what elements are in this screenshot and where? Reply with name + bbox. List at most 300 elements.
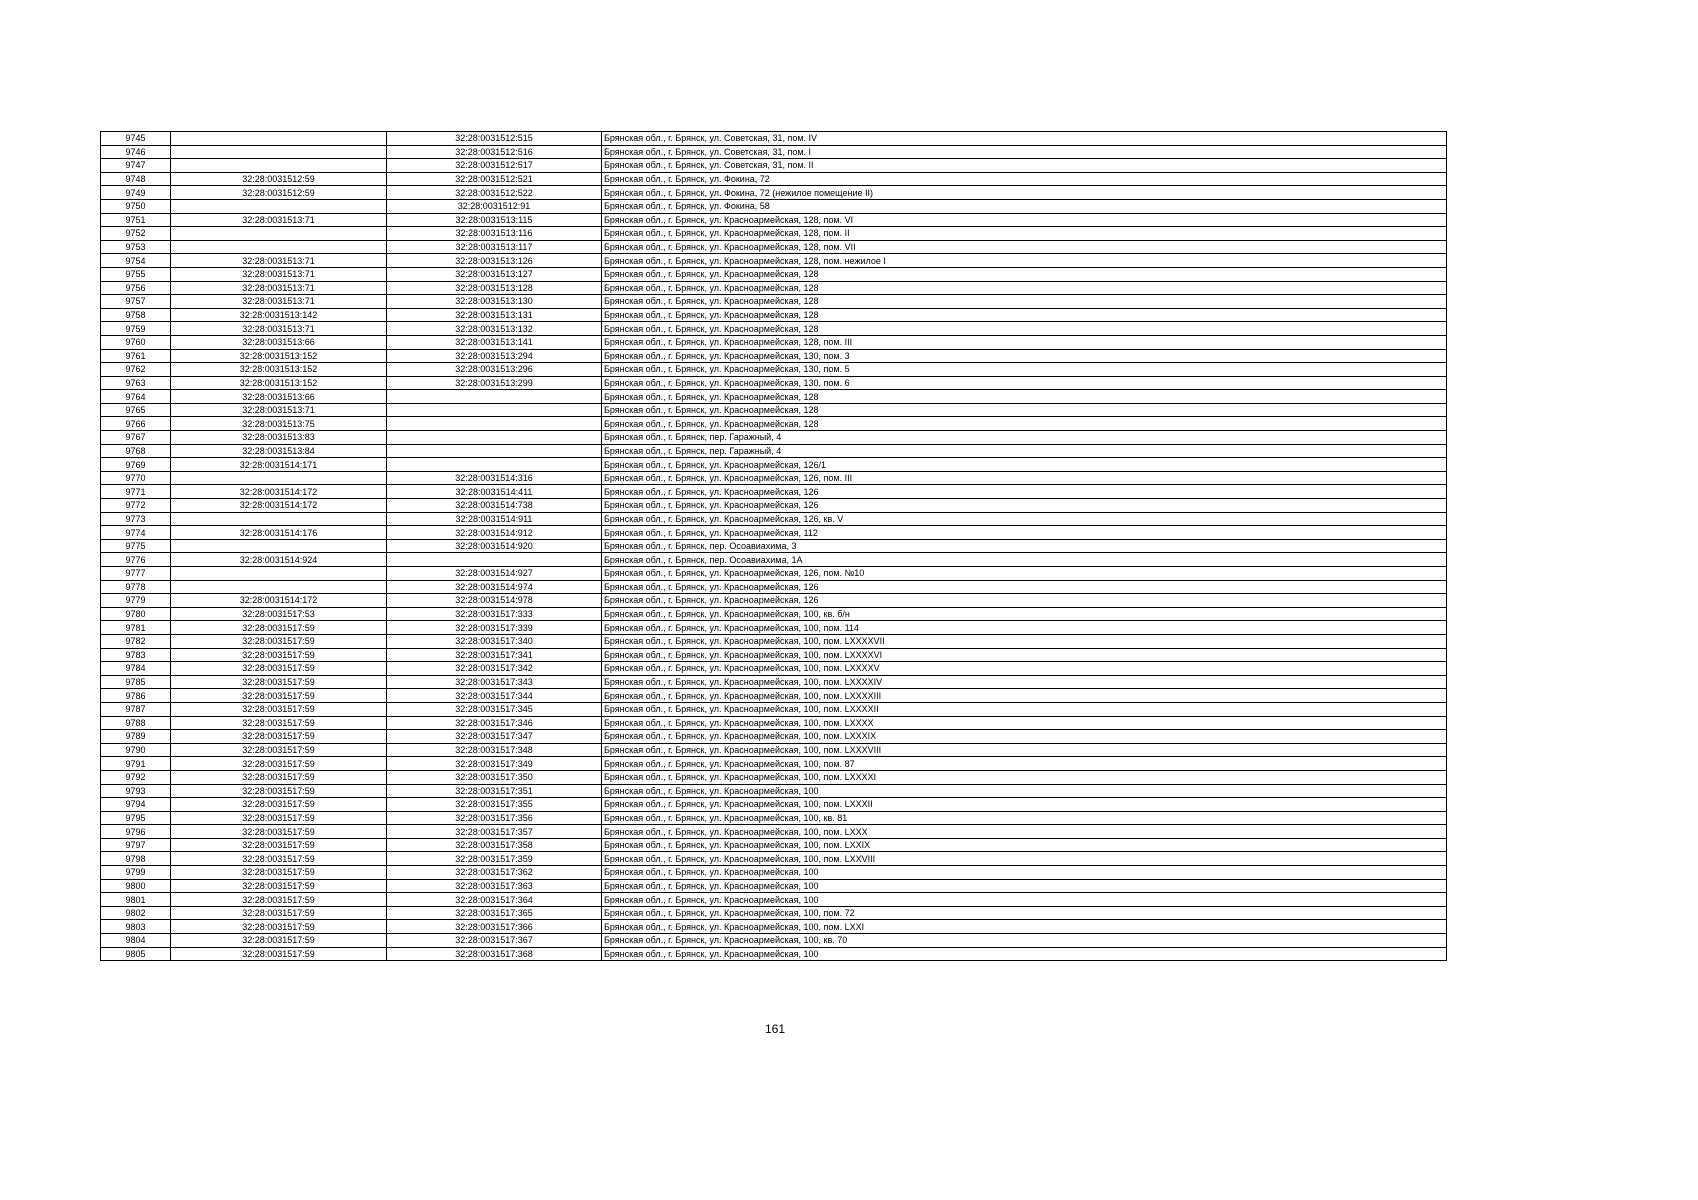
row-number-cell: 9774 xyxy=(101,526,171,540)
row-number-cell: 9745 xyxy=(101,132,171,146)
table-row xyxy=(101,716,1447,730)
cadastral-number-cell: 32:28:0031517:346 xyxy=(387,716,602,730)
parent-cadastral-cell xyxy=(171,199,387,213)
row-number-cell: 9766 xyxy=(101,417,171,431)
table-row xyxy=(101,607,1447,621)
cadastral-number-cell: 32:28:0031517:365 xyxy=(387,906,602,920)
parent-cadastral-cell: 32:28:0031517:59 xyxy=(171,866,387,880)
row-number-cell: 9759 xyxy=(101,322,171,336)
parent-cadastral-cell xyxy=(171,539,387,553)
row-number-cell: 9794 xyxy=(101,798,171,812)
cadastral-number-cell xyxy=(387,403,602,417)
cadastral-number-cell: 32:28:0031517:343 xyxy=(387,675,602,689)
table-row xyxy=(101,539,1447,553)
parent-cadastral-cell: 32:28:0031513:152 xyxy=(171,376,387,390)
table-row xyxy=(101,838,1447,852)
address-cell: Брянская обл., г. Брянск, ул. Красноармейская, 128 xyxy=(602,308,1447,322)
address-cell: Брянская обл., г. Брянск, ул. Красноармейская, 128 xyxy=(602,403,1447,417)
parent-cadastral-cell: 32:28:0031517:59 xyxy=(171,621,387,635)
row-number-cell: 9802 xyxy=(101,906,171,920)
address-cell: Брянская обл., г. Брянск, ул. Красноармейская, 100, пом. LXXXXVII xyxy=(602,634,1447,648)
cadastral-number-cell xyxy=(387,553,602,567)
address-cell: Брянская обл., г. Брянск, ул. Фокина, 72 (нежилое помещение II) xyxy=(602,186,1447,200)
table-row xyxy=(101,621,1447,635)
address-cell: Брянская обл., г. Брянск, ул. Советская, 31, пом. II xyxy=(602,159,1447,173)
address-cell: Брянская обл., г. Брянск, ул. Красноармейская, 100, пом. 87 xyxy=(602,757,1447,771)
cadastral-number-cell: 32:28:0031513:116 xyxy=(387,227,602,241)
cadastral-number-cell xyxy=(387,444,602,458)
page-number: 161 xyxy=(764,1022,786,1036)
cadastral-number-cell: 32:28:0031517:348 xyxy=(387,743,602,757)
table-row xyxy=(101,431,1447,445)
cadastral-number-cell: 32:28:0031513:117 xyxy=(387,240,602,254)
parent-cadastral-cell: 32:28:0031517:59 xyxy=(171,825,387,839)
parent-cadastral-cell: 32:28:0031513:152 xyxy=(171,349,387,363)
parent-cadastral-cell: 32:28:0031517:59 xyxy=(171,648,387,662)
table-row xyxy=(101,526,1447,540)
parent-cadastral-cell: 32:28:0031517:59 xyxy=(171,947,387,961)
row-number-cell: 9758 xyxy=(101,308,171,322)
parent-cadastral-cell: 32:28:0031517:59 xyxy=(171,893,387,907)
row-number-cell: 9790 xyxy=(101,743,171,757)
cadastral-number-cell: 32:28:0031517:333 xyxy=(387,607,602,621)
address-cell: Брянская обл., г. Брянск, ул. Красноармейская, 100, пом. LXXIX xyxy=(602,838,1447,852)
row-number-cell: 9747 xyxy=(101,159,171,173)
cadastral-number-cell: 32:28:0031517:347 xyxy=(387,730,602,744)
parent-cadastral-cell: 32:28:0031513:152 xyxy=(171,363,387,377)
table-row xyxy=(101,567,1447,581)
address-cell: Брянская обл., г. Брянск, ул. Красноармейская, 128, пом. II xyxy=(602,227,1447,241)
parent-cadastral-cell: 32:28:0031517:59 xyxy=(171,784,387,798)
cadastral-number-cell: 32:28:0031513:127 xyxy=(387,267,602,281)
table-row xyxy=(101,784,1447,798)
address-cell: Брянская обл., г. Брянск, ул. Красноармейская, 112 xyxy=(602,526,1447,540)
table-row xyxy=(101,390,1447,404)
address-cell: Брянская обл., г. Брянск, ул. Красноармейская, 100, кв. 81 xyxy=(602,811,1447,825)
parent-cadastral-cell: 32:28:0031513:75 xyxy=(171,417,387,431)
parent-cadastral-cell: 32:28:0031517:53 xyxy=(171,607,387,621)
address-cell: Брянская обл., г. Брянск, ул. Советская, 31, пом. IV xyxy=(602,132,1447,146)
parent-cadastral-cell: 32:28:0031517:59 xyxy=(171,934,387,948)
table-row xyxy=(101,335,1447,349)
address-cell: Брянская обл., г. Брянск, ул. Красноармейская, 126 xyxy=(602,594,1447,608)
cadastral-number-cell: 32:28:0031517:339 xyxy=(387,621,602,635)
cadastral-number-cell: 32:28:0031513:130 xyxy=(387,295,602,309)
address-cell: Брянская обл., г. Брянск, ул. Красноармейская, 100, пом. LXXXXI xyxy=(602,770,1447,784)
row-number-cell: 9752 xyxy=(101,227,171,241)
cadastral-number-cell: 32:28:0031517:341 xyxy=(387,648,602,662)
table-row xyxy=(101,825,1447,839)
row-number-cell: 9767 xyxy=(101,431,171,445)
parent-cadastral-cell: 32:28:0031513:71 xyxy=(171,295,387,309)
row-number-cell: 9761 xyxy=(101,349,171,363)
parent-cadastral-cell: 32:28:0031517:59 xyxy=(171,689,387,703)
row-number-cell: 9779 xyxy=(101,594,171,608)
cadastral-number-cell: 32:28:0031514:738 xyxy=(387,499,602,513)
cadastral-number-cell: 32:28:0031513:141 xyxy=(387,335,602,349)
registry-table-body xyxy=(101,132,1447,961)
parent-cadastral-cell: 32:28:0031517:59 xyxy=(171,906,387,920)
table-row xyxy=(101,349,1447,363)
cadastral-number-cell: 32:28:0031512:522 xyxy=(387,186,602,200)
address-cell: Брянская обл., г. Брянск, ул. Красноармейская, 128, пом. VII xyxy=(602,240,1447,254)
table-row xyxy=(101,159,1447,173)
parent-cadastral-cell xyxy=(171,567,387,581)
table-row xyxy=(101,186,1447,200)
cadastral-number-cell: 32:28:0031517:357 xyxy=(387,825,602,839)
row-number-cell: 9788 xyxy=(101,716,171,730)
row-number-cell: 9756 xyxy=(101,281,171,295)
row-number-cell: 9746 xyxy=(101,145,171,159)
parent-cadastral-cell: 32:28:0031517:59 xyxy=(171,757,387,771)
address-cell: Брянская обл., г. Брянск, ул. Красноармейская, 100, пом. 114 xyxy=(602,621,1447,635)
row-number-cell: 9777 xyxy=(101,567,171,581)
cadastral-number-cell: 32:28:0031514:912 xyxy=(387,526,602,540)
address-cell: Брянская обл., г. Брянск, ул. Красноармейская, 100 xyxy=(602,893,1447,907)
address-cell: Брянская обл., г. Брянск, ул. Красноармейская, 128 xyxy=(602,417,1447,431)
row-number-cell: 9791 xyxy=(101,757,171,771)
address-cell: Брянская обл., г. Брянск, ул. Красноармейская, 128, пом. III xyxy=(602,335,1447,349)
row-number-cell: 9754 xyxy=(101,254,171,268)
cadastral-number-cell xyxy=(387,431,602,445)
parent-cadastral-cell: 32:28:0031517:59 xyxy=(171,879,387,893)
row-number-cell: 9800 xyxy=(101,879,171,893)
address-cell: Брянская обл., г. Брянск, ул. Красноармейская, 130, пом. 5 xyxy=(602,363,1447,377)
parent-cadastral-cell xyxy=(171,159,387,173)
address-cell: Брянская обл., г. Брянск, ул. Красноармейская, 100, пом. LXXXVIII xyxy=(602,743,1447,757)
table-row xyxy=(101,267,1447,281)
cadastral-number-cell: 32:28:0031514:411 xyxy=(387,485,602,499)
address-cell: Брянская обл., г. Брянск, ул. Красноармейская, 100, пом. LXXXIX xyxy=(602,730,1447,744)
address-cell: Брянская обл., г. Брянск, ул. Фокина, 72 xyxy=(602,172,1447,186)
address-cell: Брянская обл., г. Брянск, ул. Красноармейская, 100, пом. 72 xyxy=(602,906,1447,920)
cadastral-number-cell: 32:28:0031514:911 xyxy=(387,512,602,526)
table-row xyxy=(101,689,1447,703)
parent-cadastral-cell: 32:28:0031517:59 xyxy=(171,675,387,689)
cadastral-number-cell: 32:28:0031512:515 xyxy=(387,132,602,146)
address-cell: Брянская обл., г. Брянск, ул. Советская, 31, пом. I xyxy=(602,145,1447,159)
cadastral-number-cell: 32:28:0031512:521 xyxy=(387,172,602,186)
table-row xyxy=(101,770,1447,784)
parent-cadastral-cell: 32:28:0031517:59 xyxy=(171,634,387,648)
table-row xyxy=(101,254,1447,268)
row-number-cell: 9798 xyxy=(101,852,171,866)
cadastral-number-cell: 32:28:0031517:340 xyxy=(387,634,602,648)
cadastral-number-cell: 32:28:0031513:131 xyxy=(387,308,602,322)
table-row xyxy=(101,730,1447,744)
address-cell: Брянская обл., г. Брянск, ул. Красноармейская, 126, пом. III xyxy=(602,471,1447,485)
cadastral-number-cell: 32:28:0031517:344 xyxy=(387,689,602,703)
table-row xyxy=(101,866,1447,880)
row-number-cell: 9755 xyxy=(101,267,171,281)
table-row xyxy=(101,702,1447,716)
row-number-cell: 9772 xyxy=(101,499,171,513)
cadastral-number-cell xyxy=(387,417,602,431)
cadastral-number-cell: 32:28:0031513:128 xyxy=(387,281,602,295)
cadastral-number-cell: 32:28:0031514:316 xyxy=(387,471,602,485)
parent-cadastral-cell: 32:28:0031514:172 xyxy=(171,594,387,608)
address-cell: Брянская обл., г. Брянск, ул. Красноармейская, 100, пом. LXXX xyxy=(602,825,1447,839)
parent-cadastral-cell: 32:28:0031513:71 xyxy=(171,267,387,281)
table-row xyxy=(101,512,1447,526)
table-row xyxy=(101,281,1447,295)
address-cell: Брянская обл., г. Брянск, ул. Красноармейская, 100 xyxy=(602,947,1447,961)
parent-cadastral-cell: 32:28:0031517:59 xyxy=(171,662,387,676)
address-cell: Брянская обл., г. Брянск, ул. Красноармейская, 128 xyxy=(602,390,1447,404)
address-cell: Брянская обл., г. Брянск, ул. Красноармейская, 126, кв. V xyxy=(602,512,1447,526)
row-number-cell: 9787 xyxy=(101,702,171,716)
parent-cadastral-cell: 32:28:0031513:71 xyxy=(171,213,387,227)
parent-cadastral-cell xyxy=(171,227,387,241)
address-cell: Брянская обл., г. Брянск, ул. Красноармейская, 100, кв. 70 xyxy=(602,934,1447,948)
table-row xyxy=(101,145,1447,159)
parent-cadastral-cell: 32:28:0031517:59 xyxy=(171,811,387,825)
address-cell: Брянская обл., г. Брянск, пер. Гаражный, 4 xyxy=(602,431,1447,445)
table-row xyxy=(101,947,1447,961)
parent-cadastral-cell: 32:28:0031513:66 xyxy=(171,390,387,404)
table-row xyxy=(101,906,1447,920)
parent-cadastral-cell xyxy=(171,240,387,254)
row-number-cell: 9771 xyxy=(101,485,171,499)
row-number-cell: 9751 xyxy=(101,213,171,227)
row-number-cell: 9782 xyxy=(101,634,171,648)
row-number-cell: 9789 xyxy=(101,730,171,744)
table-row xyxy=(101,798,1447,812)
row-number-cell: 9768 xyxy=(101,444,171,458)
address-cell: Брянская обл., г. Брянск, ул. Красноармейская, 100, пом. LXXXII xyxy=(602,798,1447,812)
address-cell: Брянская обл., г. Брянск, ул. Красноармейская, 100, пом. LXXXXV xyxy=(602,662,1447,676)
address-cell: Брянская обл., г. Брянск, ул. Красноармейская, 100, пом. LXXXXIII xyxy=(602,689,1447,703)
address-cell: Брянская обл., г. Брянск, ул. Красноармейская, 100, пом. LXXXXII xyxy=(602,702,1447,716)
cadastral-number-cell: 32:28:0031514:978 xyxy=(387,594,602,608)
cadastral-number-cell: 32:28:0031517:351 xyxy=(387,784,602,798)
table-row xyxy=(101,879,1447,893)
parent-cadastral-cell: 32:28:0031513:84 xyxy=(171,444,387,458)
parent-cadastral-cell xyxy=(171,580,387,594)
row-number-cell: 9801 xyxy=(101,893,171,907)
cadastral-number-cell: 32:28:0031517:359 xyxy=(387,852,602,866)
row-number-cell: 9793 xyxy=(101,784,171,798)
cadastral-number-cell: 32:28:0031514:920 xyxy=(387,539,602,553)
row-number-cell: 9783 xyxy=(101,648,171,662)
cadastral-number-cell xyxy=(387,458,602,472)
table-row xyxy=(101,934,1447,948)
row-number-cell: 9750 xyxy=(101,199,171,213)
cadastral-number-cell: 32:28:0031513:296 xyxy=(387,363,602,377)
address-cell: Брянская обл., г. Брянск, ул. Красноармейская, 126, пом. №10 xyxy=(602,567,1447,581)
cadastral-number-cell: 32:28:0031513:299 xyxy=(387,376,602,390)
parent-cadastral-cell: 32:28:0031517:59 xyxy=(171,770,387,784)
address-cell: Брянская обл., г. Брянск, ул. Красноармейская, 126/1 xyxy=(602,458,1447,472)
parent-cadastral-cell: 32:28:0031514:171 xyxy=(171,458,387,472)
address-cell: Брянская обл., г. Брянск, ул. Красноармейская, 100 xyxy=(602,879,1447,893)
parent-cadastral-cell: 32:28:0031513:71 xyxy=(171,254,387,268)
address-cell: Брянская обл., г. Брянск, ул. Красноармейская, 130, пом. 3 xyxy=(602,349,1447,363)
row-number-cell: 9748 xyxy=(101,172,171,186)
table-row xyxy=(101,199,1447,213)
table-row xyxy=(101,499,1447,513)
address-cell: Брянская обл., г. Брянск, пер. Осоавиахима, 3 xyxy=(602,539,1447,553)
parent-cadastral-cell: 32:28:0031513:71 xyxy=(171,322,387,336)
table-row xyxy=(101,417,1447,431)
cadastral-number-cell: 32:28:0031513:294 xyxy=(387,349,602,363)
cadastral-number-cell: 32:28:0031512:516 xyxy=(387,145,602,159)
row-number-cell: 9778 xyxy=(101,580,171,594)
address-cell: Брянская обл., г. Брянск, ул. Красноармейская, 128, пом. VI xyxy=(602,213,1447,227)
row-number-cell: 9769 xyxy=(101,458,171,472)
row-number-cell: 9792 xyxy=(101,770,171,784)
table-row xyxy=(101,757,1447,771)
cadastral-number-cell: 32:28:0031514:927 xyxy=(387,567,602,581)
parent-cadastral-cell: 32:28:0031513:71 xyxy=(171,403,387,417)
table-row xyxy=(101,811,1447,825)
cadastral-number-cell: 32:28:0031512:91 xyxy=(387,199,602,213)
address-cell: Брянская обл., г. Брянск, ул. Красноармейская, 100, пом. LXXXXIV xyxy=(602,675,1447,689)
parent-cadastral-cell xyxy=(171,145,387,159)
row-number-cell: 9753 xyxy=(101,240,171,254)
address-cell: Брянская обл., г. Брянск, ул. Красноармейская, 128 xyxy=(602,281,1447,295)
table-row xyxy=(101,471,1447,485)
parent-cadastral-cell: 32:28:0031517:59 xyxy=(171,798,387,812)
row-number-cell: 9804 xyxy=(101,934,171,948)
table-row xyxy=(101,295,1447,309)
cadastral-number-cell: 32:28:0031517:350 xyxy=(387,770,602,784)
row-number-cell: 9803 xyxy=(101,920,171,934)
table-row xyxy=(101,852,1447,866)
cadastral-number-cell: 32:28:0031517:355 xyxy=(387,798,602,812)
table-row xyxy=(101,363,1447,377)
table-row xyxy=(101,308,1447,322)
address-cell: Брянская обл., г. Брянск, ул. Красноармейская, 126 xyxy=(602,580,1447,594)
address-cell: Брянская обл., г. Брянск, ул. Красноармейская, 100, пом. LXXXX xyxy=(602,716,1447,730)
cadastral-number-cell: 32:28:0031517:358 xyxy=(387,838,602,852)
row-number-cell: 9763 xyxy=(101,376,171,390)
cadastral-number-cell: 32:28:0031517:349 xyxy=(387,757,602,771)
parent-cadastral-cell: 32:28:0031512:59 xyxy=(171,172,387,186)
address-cell: Брянская обл., г. Брянск, ул. Красноармейская, 126 xyxy=(602,485,1447,499)
table-row xyxy=(101,743,1447,757)
parent-cadastral-cell: 32:28:0031512:59 xyxy=(171,186,387,200)
table-row xyxy=(101,920,1447,934)
table-row xyxy=(101,458,1447,472)
parent-cadastral-cell xyxy=(171,132,387,146)
row-number-cell: 9765 xyxy=(101,403,171,417)
table-row xyxy=(101,580,1447,594)
row-number-cell: 9780 xyxy=(101,607,171,621)
parent-cadastral-cell: 32:28:0031513:66 xyxy=(171,335,387,349)
row-number-cell: 9784 xyxy=(101,662,171,676)
row-number-cell: 9757 xyxy=(101,295,171,309)
cadastral-number-cell: 32:28:0031517:356 xyxy=(387,811,602,825)
row-number-cell: 9749 xyxy=(101,186,171,200)
address-cell: Брянская обл., г. Брянск, ул. Красноармейская, 100, пом. LXXVIII xyxy=(602,852,1447,866)
row-number-cell: 9785 xyxy=(101,675,171,689)
address-cell: Брянская обл., г. Брянск, ул. Красноармейская, 126 xyxy=(602,499,1447,513)
cadastral-number-cell: 32:28:0031517:366 xyxy=(387,920,602,934)
row-number-cell: 9764 xyxy=(101,390,171,404)
address-cell: Брянская обл., г. Брянск, ул. Фокина, 58 xyxy=(602,199,1447,213)
row-number-cell: 9776 xyxy=(101,553,171,567)
cadastral-number-cell: 32:28:0031513:132 xyxy=(387,322,602,336)
cadastral-number-cell: 32:28:0031517:362 xyxy=(387,866,602,880)
cadastral-number-cell: 32:28:0031513:126 xyxy=(387,254,602,268)
cadastral-number-cell: 32:28:0031517:367 xyxy=(387,934,602,948)
parent-cadastral-cell: 32:28:0031517:59 xyxy=(171,716,387,730)
table-row xyxy=(101,648,1447,662)
row-number-cell: 9805 xyxy=(101,947,171,961)
parent-cadastral-cell: 32:28:0031517:59 xyxy=(171,743,387,757)
cadastral-number-cell: 32:28:0031517:368 xyxy=(387,947,602,961)
parent-cadastral-cell: 32:28:0031517:59 xyxy=(171,702,387,716)
table-row xyxy=(101,634,1447,648)
address-cell: Брянская обл., г. Брянск, ул. Красноармейская, 128, пом. нежилое I xyxy=(602,254,1447,268)
table-row xyxy=(101,376,1447,390)
parent-cadastral-cell: 32:28:0031514:172 xyxy=(171,499,387,513)
parent-cadastral-cell: 32:28:0031513:142 xyxy=(171,308,387,322)
parent-cadastral-cell: 32:28:0031514:172 xyxy=(171,485,387,499)
address-cell: Брянская обл., г. Брянск, ул. Красноармейская, 100 xyxy=(602,784,1447,798)
address-cell: Брянская обл., г. Брянск, ул. Красноармейская, 130, пом. 6 xyxy=(602,376,1447,390)
address-cell: Брянская обл., г. Брянск, ул. Красноармейская, 100 xyxy=(602,866,1447,880)
table-row xyxy=(101,403,1447,417)
table-row xyxy=(101,172,1447,186)
registry-table xyxy=(100,131,1447,961)
row-number-cell: 9773 xyxy=(101,512,171,526)
parent-cadastral-cell: 32:28:0031514:176 xyxy=(171,526,387,540)
cadastral-number-cell: 32:28:0031512:517 xyxy=(387,159,602,173)
address-cell: Брянская обл., г. Брянск, ул. Красноармейская, 128 xyxy=(602,322,1447,336)
parent-cadastral-cell: 32:28:0031517:59 xyxy=(171,838,387,852)
table-row xyxy=(101,485,1447,499)
row-number-cell: 9799 xyxy=(101,866,171,880)
row-number-cell: 9770 xyxy=(101,471,171,485)
cadastral-number-cell: 32:28:0031517:364 xyxy=(387,893,602,907)
row-number-cell: 9775 xyxy=(101,539,171,553)
cadastral-number-cell: 32:28:0031517:363 xyxy=(387,879,602,893)
cadastral-number-cell: 32:28:0031514:974 xyxy=(387,580,602,594)
table-row xyxy=(101,662,1447,676)
row-number-cell: 9781 xyxy=(101,621,171,635)
parent-cadastral-cell: 32:28:0031517:59 xyxy=(171,730,387,744)
table-row xyxy=(101,240,1447,254)
parent-cadastral-cell xyxy=(171,471,387,485)
address-cell: Брянская обл., г. Брянск, пер. Осоавиахима, 1А xyxy=(602,553,1447,567)
table-row xyxy=(101,893,1447,907)
parent-cadastral-cell: 32:28:0031517:59 xyxy=(171,852,387,866)
row-number-cell: 9796 xyxy=(101,825,171,839)
row-number-cell: 9797 xyxy=(101,838,171,852)
row-number-cell: 9786 xyxy=(101,689,171,703)
address-cell: Брянская обл., г. Брянск, ул. Красноармейская, 100, кв. б/н xyxy=(602,607,1447,621)
table-row xyxy=(101,594,1447,608)
address-cell: Брянская обл., г. Брянск, ул. Красноармейская, 128 xyxy=(602,267,1447,281)
table-row xyxy=(101,322,1447,336)
row-number-cell: 9760 xyxy=(101,335,171,349)
parent-cadastral-cell: 32:28:0031517:59 xyxy=(171,920,387,934)
parent-cadastral-cell: 32:28:0031513:83 xyxy=(171,431,387,445)
cadastral-number-cell: 32:28:0031513:115 xyxy=(387,213,602,227)
cadastral-number-cell: 32:28:0031517:342 xyxy=(387,662,602,676)
table-row xyxy=(101,444,1447,458)
cadastral-number-cell: 32:28:0031517:345 xyxy=(387,702,602,716)
table-row xyxy=(101,227,1447,241)
row-number-cell: 9762 xyxy=(101,363,171,377)
table-row xyxy=(101,553,1447,567)
cadastral-number-cell xyxy=(387,390,602,404)
address-cell: Брянская обл., г. Брянск, пер. Гаражный, 4 xyxy=(602,444,1447,458)
parent-cadastral-cell: 32:28:0031513:71 xyxy=(171,281,387,295)
address-cell: Брянская обл., г. Брянск, ул. Красноармейская, 100, пом. LXXI xyxy=(602,920,1447,934)
